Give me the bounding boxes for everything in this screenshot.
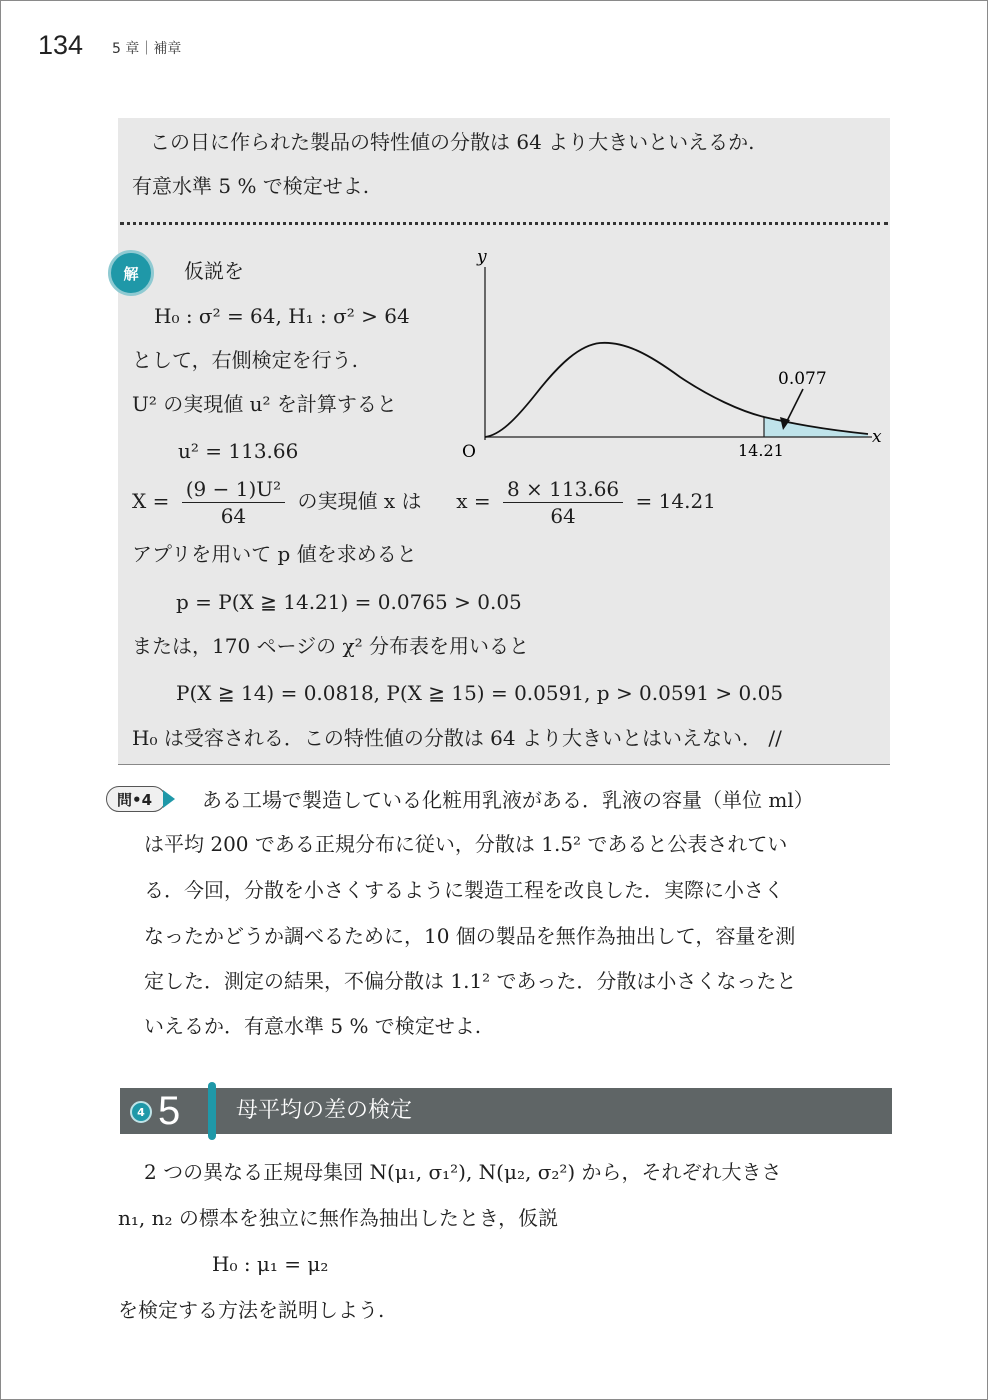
fraction-1 <box>182 476 285 529</box>
section-accent <box>208 1082 216 1140</box>
solution-line-9: または，170 ページの χ² 分布表を用いると <box>132 634 529 658</box>
exercise-badge-arrow-icon <box>163 790 175 808</box>
formula-line <box>132 476 716 529</box>
dotted-divider <box>120 222 888 225</box>
page-number: 134 <box>38 30 84 60</box>
density-curve <box>485 343 868 437</box>
exercise-line-5: 定した．測定の結果，不偏分散は 1.1² であった．分散は小さくなったと <box>144 969 797 993</box>
running-head: 5 章｜補章 <box>112 41 182 57</box>
fraction-2-denominator: 64 <box>550 504 576 528</box>
origin-label: O <box>462 442 476 462</box>
formula-x-lhs: X = <box>132 489 170 513</box>
critical-value-label: 14.21 <box>738 441 784 460</box>
fraction-1-numerator: (9 − 1)U² <box>182 476 285 503</box>
formula-mid-text: の実現値 x は <box>297 489 422 513</box>
solution-line-7: アプリを用いて p 値を求めると <box>132 542 417 566</box>
x-axis-label: x <box>872 427 882 447</box>
exercise-line-4: なったかどうか調べるために，10 個の製品を無作為抽出して，容量を測 <box>144 924 796 948</box>
exercise-line-2: は平均 200 である正規分布に従い，分散は 1.5² であると公表されてい <box>144 832 788 856</box>
fraction-2 <box>503 476 623 529</box>
body-line-1: 2 つの異なる正規母集団 N(μ₁, σ₁²), N(μ₂, σ₂²) から，それぞれ大きさ <box>144 1160 782 1184</box>
solution-line-1: 仮説を <box>184 259 244 283</box>
solution-line-4: U² の実現値 u² を計算すると <box>132 392 397 416</box>
tail-area-label: 0.077 <box>778 369 827 389</box>
body-line-2: n₁, n₂ の標本を独立に無作為抽出したとき，仮説 <box>118 1206 559 1230</box>
hypothesis-line: H₀ : σ² = 64, H₁ : σ² > 64 <box>154 304 410 328</box>
body-line-4: を検定する方法を説明しよう. <box>118 1298 385 1322</box>
problem-line-2: 有意水準 5 % で検定せよ. <box>132 174 370 198</box>
solution-line-3: として，右側検定を行う. <box>132 348 358 372</box>
chapter-marker: 4 <box>130 1101 152 1123</box>
solution-line-5: u² = 113.66 <box>178 439 299 463</box>
formula-result: = 14.21 <box>635 489 716 513</box>
y-axis-label: y <box>477 247 487 267</box>
problem-line-1: この日に作られた製品の特性値の分散は 64 より大きいといえるか. <box>150 130 755 154</box>
fraction-1-denominator: 64 <box>220 504 247 528</box>
exercise-line-6: いえるか．有意水準 5 % で検定せよ. <box>144 1014 482 1038</box>
formula-x-eq: x = <box>456 489 491 513</box>
p-value-line: p = P(X ≧ 14.21) = 0.0765 > 0.05 <box>176 590 522 614</box>
section-title: 母平均の差の検定 <box>236 1098 413 1123</box>
chi-square-graph <box>460 245 890 470</box>
body-line-3: H₀ : μ₁ = μ₂ <box>212 1252 329 1276</box>
solution-badge: 解 <box>108 250 154 296</box>
exercise-line-3: る．今回，分散を小さくするように製造工程を改良した．実際に小さく <box>144 878 784 902</box>
table-lookup-line: P(X ≧ 14) = 0.0818, P(X ≧ 15) = 0.0591, p > 0.0591 > 0.05 <box>176 681 784 705</box>
conclusion-line: H₀ は受容される．この特性値の分散は 64 より大きいとはいえない． // <box>132 726 782 750</box>
exercise-badge: 問•4 <box>106 786 166 812</box>
exercise-line-1: ある工場で製造している化粧用乳液がある．乳液の容量（単位 ml） <box>202 788 814 812</box>
fraction-2-numerator: 8 × 113.66 <box>503 476 623 503</box>
section-number: 5 <box>158 1089 181 1133</box>
